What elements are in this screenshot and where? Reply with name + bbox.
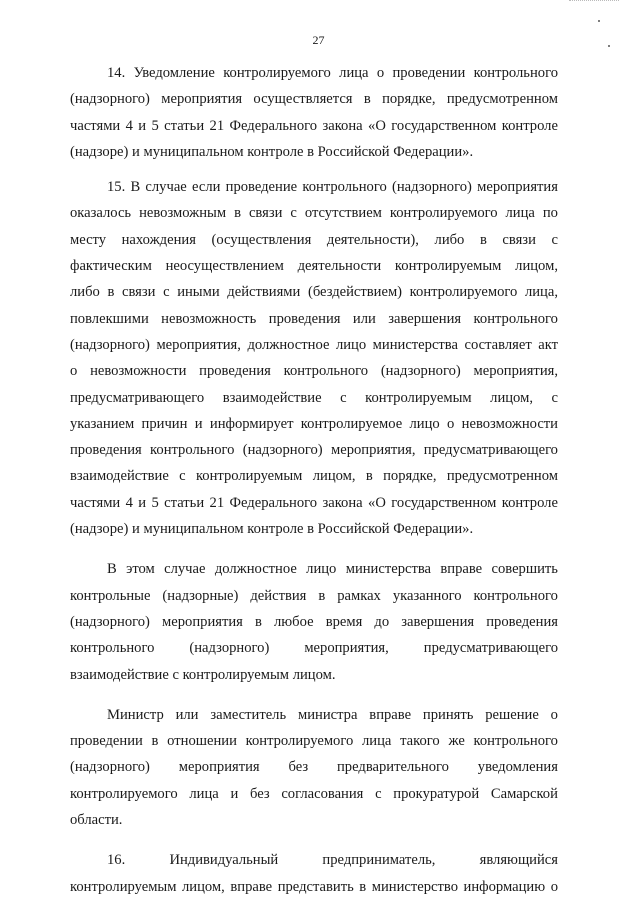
word: мероприятия bbox=[477, 179, 558, 196]
word: составляет bbox=[464, 336, 532, 353]
text-line bbox=[70, 60, 558, 86]
text-line bbox=[70, 609, 558, 635]
paragraph-minister-decision bbox=[70, 702, 558, 833]
word: являющийся bbox=[479, 852, 558, 869]
text-line bbox=[70, 437, 558, 463]
word: контролируемого bbox=[245, 733, 354, 750]
word: закона bbox=[322, 494, 363, 511]
word: 16. bbox=[107, 852, 126, 869]
word: мероприятия bbox=[162, 613, 243, 630]
word: Федерального bbox=[229, 117, 318, 134]
word: контрольные bbox=[70, 587, 151, 604]
word: оказалось bbox=[70, 205, 132, 222]
word: мероприятия bbox=[161, 91, 243, 108]
word: контрольного bbox=[473, 733, 558, 750]
word: контрольного bbox=[473, 587, 558, 604]
word: принять bbox=[422, 706, 474, 723]
word: статьи bbox=[164, 494, 205, 511]
word: по bbox=[542, 205, 558, 222]
word: согласования bbox=[281, 785, 364, 802]
word: предусмотренном bbox=[446, 468, 558, 485]
word: 5 bbox=[151, 117, 159, 134]
word: Министр bbox=[107, 706, 164, 723]
word: мероприятия, bbox=[156, 336, 241, 353]
word: фактическим bbox=[70, 258, 152, 275]
word: (надзорного) bbox=[70, 336, 150, 353]
word: контролируемого bbox=[223, 65, 331, 81]
word: о bbox=[376, 65, 385, 81]
word: закона bbox=[322, 117, 363, 134]
word: предусматривающего bbox=[70, 389, 205, 406]
word: неосуществлением bbox=[165, 258, 284, 275]
word: контролируемого bbox=[70, 785, 178, 802]
word: 4 bbox=[125, 494, 133, 511]
word: предусматривающего bbox=[423, 442, 558, 459]
word: проведение bbox=[225, 179, 298, 196]
word: лица bbox=[189, 785, 219, 802]
word: причин bbox=[141, 415, 188, 432]
word: уведомления bbox=[477, 759, 558, 776]
scan-speck bbox=[598, 20, 600, 22]
word: проведении bbox=[392, 65, 466, 81]
word: в bbox=[363, 91, 371, 108]
word: месту bbox=[70, 231, 107, 248]
text-line bbox=[70, 200, 558, 226]
word: лица, bbox=[524, 284, 558, 301]
text-line bbox=[70, 227, 558, 253]
word: контрольного bbox=[70, 640, 155, 657]
word: указанного bbox=[392, 587, 462, 604]
text-line bbox=[70, 635, 558, 661]
word: и bbox=[138, 494, 147, 511]
word: лицом, bbox=[312, 468, 356, 485]
paragraph-15-continuation bbox=[70, 556, 558, 687]
word: статьи bbox=[164, 117, 205, 134]
word: проведения bbox=[70, 442, 142, 459]
word: в bbox=[107, 284, 115, 301]
word: (осуществления bbox=[211, 231, 312, 248]
word: совершить bbox=[491, 561, 558, 578]
word: (надзорного) bbox=[391, 179, 472, 196]
word: с bbox=[551, 231, 558, 248]
word: до bbox=[374, 613, 390, 630]
text-line bbox=[70, 847, 558, 873]
word: проведения bbox=[486, 613, 558, 630]
word: контролируемым bbox=[195, 468, 303, 485]
word: рамках bbox=[337, 587, 381, 604]
text-line: (надзоре) и муниципальном контроле в Российской Федерации». bbox=[70, 521, 474, 538]
word: контроле bbox=[501, 117, 558, 134]
word: Федерального bbox=[229, 494, 318, 511]
word: мероприятия bbox=[178, 759, 260, 776]
word: связи bbox=[502, 231, 536, 248]
word: о bbox=[550, 706, 558, 723]
text-line bbox=[70, 463, 558, 489]
word: проведении bbox=[70, 733, 143, 750]
word: лицом, bbox=[515, 258, 558, 275]
word: в bbox=[318, 587, 326, 604]
word: связи bbox=[121, 284, 156, 301]
word: в bbox=[365, 468, 373, 485]
word: контролируемым bbox=[365, 389, 472, 406]
word: 21 bbox=[209, 494, 225, 511]
word: информирует bbox=[209, 415, 294, 432]
word: либо bbox=[434, 231, 465, 248]
text-line bbox=[70, 174, 558, 200]
word: 21 bbox=[209, 117, 225, 134]
word: (надзорного) bbox=[70, 613, 150, 630]
text-line bbox=[70, 332, 558, 358]
word: невозможности bbox=[90, 363, 187, 380]
text-line bbox=[70, 306, 558, 332]
word: с bbox=[551, 389, 558, 406]
text-line bbox=[70, 385, 558, 411]
word: с bbox=[375, 785, 382, 802]
word: заместитель bbox=[210, 706, 287, 723]
word: министра bbox=[297, 706, 358, 723]
text-line bbox=[70, 874, 558, 900]
word: частями bbox=[70, 117, 121, 134]
word: (бездействием) bbox=[307, 284, 403, 301]
page-number: 27 bbox=[312, 33, 325, 47]
word: Индивидуальный bbox=[169, 852, 279, 869]
word: действия bbox=[250, 587, 307, 604]
word: контролируемым bbox=[394, 258, 502, 275]
text-line bbox=[70, 358, 558, 384]
word: время bbox=[325, 613, 363, 630]
word: предусматривающего bbox=[423, 640, 558, 657]
word: деятельности), bbox=[326, 231, 419, 248]
word: завершения bbox=[388, 310, 462, 327]
word: в bbox=[359, 878, 367, 895]
word: контрольного bbox=[283, 363, 369, 380]
text-line bbox=[70, 702, 558, 728]
word: министерства bbox=[345, 561, 432, 578]
word: 14. bbox=[107, 65, 126, 81]
word: указанием bbox=[70, 415, 135, 432]
word: частями bbox=[70, 494, 121, 511]
word: и bbox=[230, 785, 239, 802]
word: в bbox=[151, 733, 159, 750]
word: предварительного bbox=[337, 759, 449, 776]
word: лицо bbox=[335, 336, 367, 353]
word: отсутствием bbox=[304, 205, 382, 222]
word: с bbox=[179, 468, 186, 485]
paragraph-15 bbox=[70, 174, 558, 542]
word: предусмотренном bbox=[446, 91, 558, 108]
word: лицом, bbox=[182, 878, 225, 895]
word: без bbox=[249, 785, 270, 802]
word: должностное bbox=[247, 336, 330, 353]
word: мероприятия, bbox=[304, 640, 389, 657]
text-line bbox=[70, 411, 558, 437]
word: в bbox=[234, 205, 241, 222]
text-line: (надзоре) и муниципальном контроле в Российской Федерации». bbox=[70, 143, 474, 160]
text-line bbox=[70, 86, 558, 112]
text-line bbox=[70, 728, 558, 754]
document-body bbox=[70, 60, 558, 900]
word: Самарской bbox=[490, 785, 558, 802]
text-line bbox=[70, 556, 558, 582]
word: или bbox=[352, 310, 376, 327]
word: и bbox=[194, 415, 203, 432]
word: 4 bbox=[125, 117, 133, 134]
word: контрольного bbox=[150, 442, 235, 459]
word: В bbox=[107, 561, 117, 578]
word: контролируемым bbox=[70, 878, 177, 895]
word: связи bbox=[248, 205, 283, 222]
word: должностное bbox=[214, 561, 297, 578]
word: контролируемое bbox=[300, 415, 403, 432]
paragraph-14 bbox=[70, 60, 558, 165]
word: предприниматель, bbox=[322, 852, 436, 869]
text-line bbox=[70, 583, 558, 609]
word: этом bbox=[126, 561, 155, 578]
word: и bbox=[138, 117, 147, 134]
word: вправе bbox=[440, 561, 483, 578]
word: (надзорного) bbox=[242, 442, 323, 459]
word: завершения bbox=[401, 613, 475, 630]
text-line bbox=[70, 781, 558, 807]
word: мероприятия, bbox=[473, 363, 558, 380]
word: в bbox=[254, 613, 262, 630]
word: если bbox=[192, 179, 221, 196]
word: с bbox=[163, 284, 170, 301]
word: 15. bbox=[107, 179, 126, 196]
text-line bbox=[70, 113, 558, 139]
word: 5 bbox=[151, 494, 159, 511]
word: лицом, bbox=[490, 389, 533, 406]
word: невозможности bbox=[461, 415, 558, 432]
word: взаимодействие bbox=[222, 389, 322, 406]
paragraph-16 bbox=[70, 847, 558, 900]
word: осуществляется bbox=[253, 91, 353, 108]
word: решение bbox=[485, 706, 539, 723]
word: (надзорные) bbox=[162, 587, 239, 604]
word: либо bbox=[70, 284, 100, 301]
word: прокуратурой bbox=[393, 785, 480, 802]
word: с bbox=[340, 389, 347, 406]
word: нахождения bbox=[121, 231, 196, 248]
word: «О bbox=[368, 494, 386, 511]
word: государственном bbox=[391, 494, 497, 511]
word: же bbox=[448, 733, 465, 750]
word: государственном bbox=[391, 117, 497, 134]
word: лицо bbox=[306, 561, 337, 578]
word: министерства bbox=[372, 336, 458, 353]
word: с bbox=[290, 205, 297, 222]
word: вправе bbox=[230, 878, 273, 895]
text-line bbox=[70, 754, 558, 780]
word: (надзорного) bbox=[70, 759, 150, 776]
word: деятельности bbox=[297, 258, 382, 275]
word: случае bbox=[164, 561, 206, 578]
word: информацию bbox=[463, 878, 546, 895]
word: проведения bbox=[199, 363, 271, 380]
word: лицо bbox=[409, 415, 440, 432]
word: контроле bbox=[501, 494, 558, 511]
word: контрольного bbox=[473, 65, 558, 81]
word: контрольного bbox=[473, 310, 558, 327]
word: проведения bbox=[268, 310, 341, 327]
word: (надзорного) bbox=[70, 91, 150, 108]
word: или bbox=[175, 706, 199, 723]
word: «О bbox=[368, 117, 386, 134]
word: в bbox=[479, 231, 487, 248]
word: такого bbox=[400, 733, 440, 750]
word: контролируемого bbox=[409, 284, 518, 301]
word: (надзорного) bbox=[189, 640, 270, 657]
word: представить bbox=[277, 878, 354, 895]
word: любое bbox=[274, 613, 314, 630]
text-line bbox=[70, 253, 558, 279]
word: лица bbox=[339, 65, 369, 81]
word: контрольного bbox=[302, 179, 387, 196]
word: порядке, bbox=[383, 468, 437, 485]
word: невозможным bbox=[139, 205, 227, 222]
word: случае bbox=[145, 179, 187, 196]
word: о bbox=[550, 878, 558, 895]
word: лица bbox=[505, 205, 535, 222]
word: о bbox=[70, 363, 78, 380]
word: порядке, bbox=[382, 91, 436, 108]
word: Уведомление bbox=[133, 65, 215, 81]
word: отношении bbox=[167, 733, 237, 750]
word: В bbox=[130, 179, 141, 196]
corner-scan-mark bbox=[569, 0, 619, 3]
word: о bbox=[447, 415, 455, 432]
word: лица bbox=[362, 733, 392, 750]
word: (надзорного) bbox=[380, 363, 461, 380]
word: невозможность bbox=[161, 310, 257, 327]
word: вправе bbox=[369, 706, 412, 723]
text-line: взаимодействие с контролируемым лицом. bbox=[70, 666, 336, 683]
word: министерство bbox=[371, 878, 458, 895]
text-line bbox=[70, 279, 558, 305]
word: мероприятия, bbox=[330, 442, 416, 459]
word: взаимодействие bbox=[70, 468, 169, 485]
text-line: области. bbox=[70, 812, 123, 829]
word: повлекшими bbox=[70, 310, 149, 327]
word: акт bbox=[538, 336, 558, 353]
word: иными bbox=[177, 284, 220, 301]
word: действиями bbox=[227, 284, 301, 301]
word: контролируемого bbox=[389, 205, 498, 222]
word: без bbox=[288, 759, 309, 776]
text-line bbox=[70, 490, 558, 516]
